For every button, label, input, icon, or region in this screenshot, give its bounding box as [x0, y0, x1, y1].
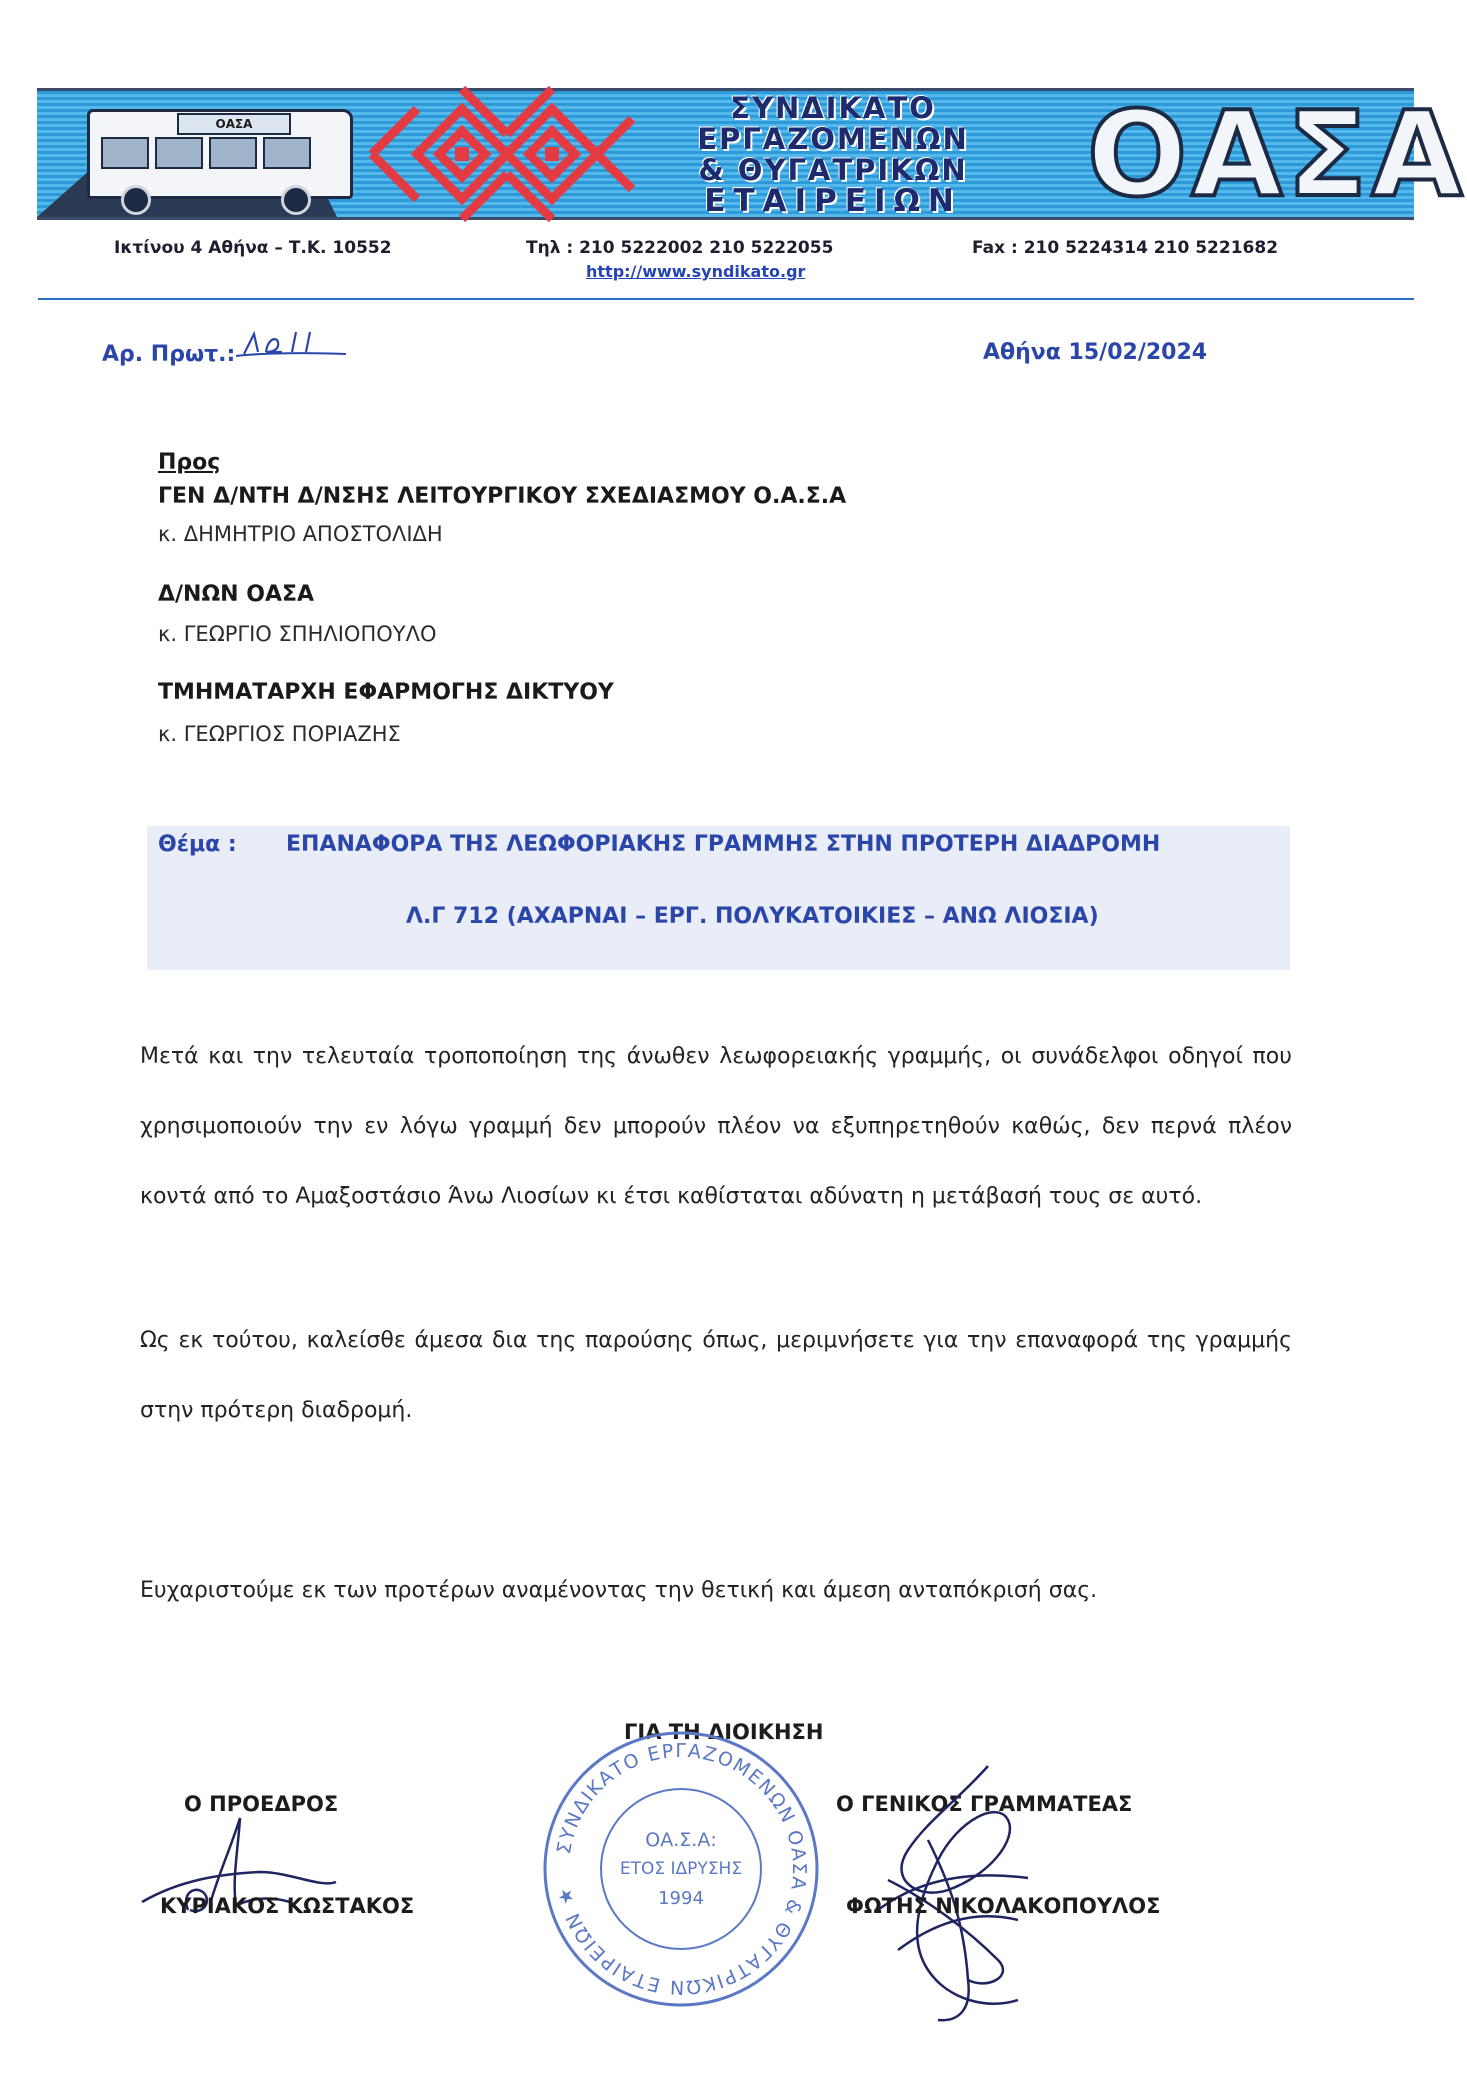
recipient-1-name: κ. ΔΗΜΗΤΡΙΟ ΑΠΟΣΤΟΛΙΔΗ — [158, 522, 443, 546]
bus-window — [101, 137, 149, 169]
stamp-ring-text: ΣΥΝΔΙΚΑΤΟ ΕΡΓΑΖΟΜΕΝΩΝ ΟΑΣΑ & ΘΥΓΑΤΡΙΚΩΝ ΕΤΑΙΡΕΙΩΝ ★ — [552, 1739, 811, 1999]
secretary-name: ΦΩΤΗΣ ΝΙΚΟΛΑΚΟΠΟΥΛΟΣ — [846, 1894, 1161, 1918]
phone-numbers: Τηλ : 210 5222002 210 5222055 — [526, 238, 834, 258]
body-paragraph-3: Ευχαριστούμε εκ των προτέρων αναμένοντας την θετική και άμεση ανταπόκρισή σας. — [140, 1578, 1098, 1603]
recipient-3-title: ΤΜΗΜΑΤΑΡΧΗ ΕΦΑΡΜΟΓΗΣ ΔΙΚΤΥΟΥ — [158, 680, 614, 705]
website-link[interactable]: http://www.syndikato.gr — [586, 262, 806, 281]
protocol-number-label: Αρ. Πρωτ.: — [102, 342, 236, 367]
administration-label: ΓΙΑ ΤΗ ΔΙΟΙΚΗΣΗ — [624, 1720, 824, 1744]
union-name-line: ΕΤΑΙΡΕΙΩΝ — [704, 183, 962, 219]
document-date: Αθήνα 15/02/2024 — [983, 340, 1208, 365]
recipient-2-title: Δ/ΝΩΝ ΟΑΣΑ — [158, 582, 315, 607]
subject-line-1: ΕΠΑΝΑΦΟΡΑ ΤΗΣ ΛΕΩΦΟΡΙΑΚΗΣ ΓΡΑΜΜΗΣ ΣΤΗΝ ΠΡΟΤΕΡΗ ΔΙΑΔΡΟΜΗ — [286, 832, 1161, 857]
to-label: Προς — [158, 450, 221, 475]
union-seal-stamp-icon — [540, 1728, 822, 2010]
letterhead-banner — [37, 85, 1467, 223]
subject-line-2: Λ.Γ 712 (ΑΧΑΡΝΑΙ – ΕΡΓ. ΠΟΛΥΚΑΤΟΙΚΙΕΣ – ΑΝΩ ΛΙΟΣΙΑ) — [406, 904, 1099, 929]
bus-window — [155, 137, 203, 169]
stamp-center-line-3: 1994 — [658, 1888, 704, 1909]
secretary-title: Ο ΓΕΝΙΚΟΣ ΓΡΑΜΜΑΤΕΑΣ — [836, 1792, 1133, 1816]
stamp-center-line-2: ΕΤΟΣ ΙΔΡΥΣΗΣ — [619, 1859, 743, 1879]
bus-wheel — [281, 185, 311, 215]
oasa-logo-text: ΟΑΣΑ — [1087, 85, 1467, 223]
body-paragraph-1: Μετά και την τελευταία τροποποίηση της άνωθεν λεωφορειακής γραμμής, οι συνάδελφοι οδηγοί που χρησιμοποιούν την εν λόγω γραμμή δεν μπορούν πλέον να εξυπηρετηθούν καθώς, δεν περνά πλέον κοντά από το Αμαξοστάσιο Άνω Λιοσίων κι έτσι καθίσταται αδύνατη η μετάβασή τους σε αυτό. — [140, 1044, 1292, 1209]
recipient-3-name: κ. ΓΕΩΡΓΙΟΣ ΠΟΡΙΑΖΗΣ — [158, 722, 401, 746]
bus-window — [209, 137, 257, 169]
address: Ικτίνου 4 Αθήνα – Τ.Κ. 10552 — [114, 238, 392, 258]
union-name-line: ΕΡΓΑΖΟΜΕΝΩΝ — [697, 122, 969, 156]
union-name-line: & ΘΥΓΑΤΡΙΚΩΝ — [698, 153, 968, 187]
recipient-2-name: κ. ΓΕΩΡΓΙΟ ΣΠΗΛΙΟΠΟΥΛΟ — [158, 622, 437, 646]
president-title: Ο ΠΡΟΕΔΡΟΣ — [184, 1792, 339, 1816]
stamp-center-line-1: ΟΑ.Σ.Α: — [645, 1829, 717, 1851]
body-paragraph-2: Ως εκ τούτου, καλείσθε άμεσα δια της παρούσης όπως, μεριμνήσετε για την επαναφορά της γραμμής στην πρότερη διαδρομή. — [140, 1328, 1292, 1423]
bus-window — [263, 137, 311, 169]
subject-label: Θέμα : — [158, 832, 237, 857]
bus-destination-sign: ΟΑΣΑ — [177, 113, 291, 135]
bus-wheel — [121, 185, 151, 215]
handwritten-protocol-number-icon — [232, 326, 350, 366]
union-name-line: ΣΥΝΔΙΚΑΤΟ — [730, 91, 936, 125]
president-name: ΚΥΡΙΑΚΟΣ ΚΩΣΤΑΚΟΣ — [160, 1894, 415, 1918]
union-name — [593, 93, 1073, 217]
recipient-1-title: ΓΕΝ Δ/ΝΤΗ Δ/ΝΣΗΣ ΛΕΙΤΟΥΡΓΙΚΟΥ ΣΧΕΔΙΑΣΜΟΥ Ο.Α.Σ.Α — [158, 484, 847, 509]
header-divider — [38, 298, 1414, 300]
fax-numbers: Fax : 210 5224314 210 5221682 — [972, 238, 1279, 258]
